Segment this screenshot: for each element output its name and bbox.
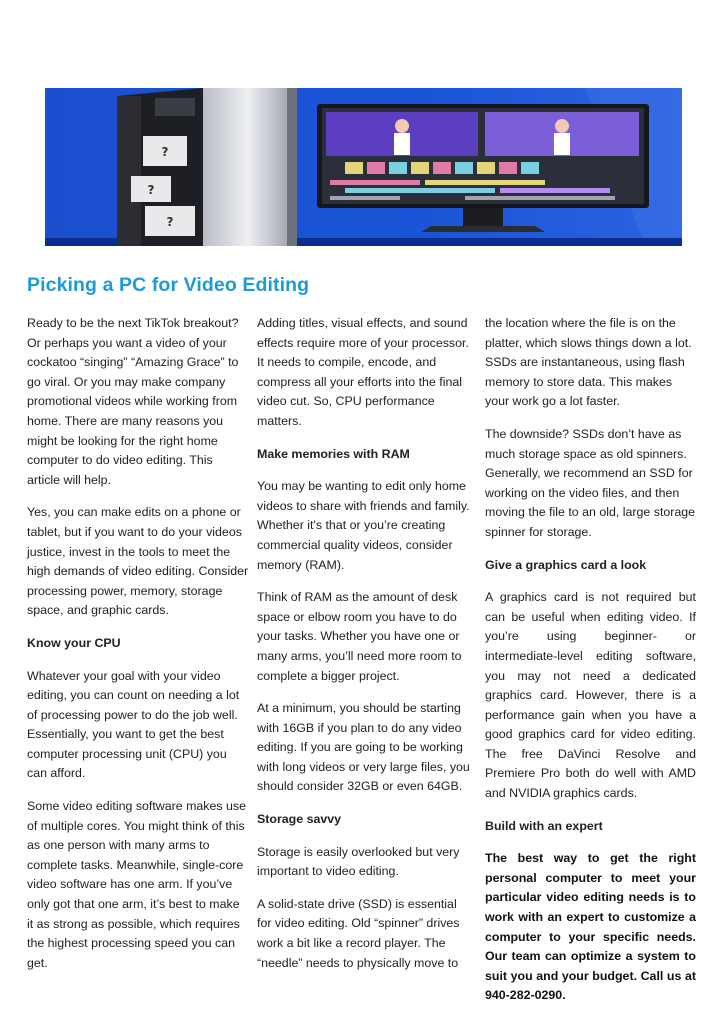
paragraph: Think of RAM as the amount of desk space or elbow room you have to do your tasks. Whether you have one or many arms, you’ll need more room to complete a bigger project. [257,590,462,683]
section-heading: Make memories with RAM [257,446,410,461]
paragraph: Yes, you can make edits on a phone or tablet, but if you want to do your videos justice, invest in the tools to meet the high demands of video editing. Consider processing power, memory, storage space, and graphic cards. [27,505,249,618]
call-to-action: The best way to get the right personal computer to meet your particular video editing needs is to work with an expert to customize a computer to your specific needs. Our team can optimize a system to suit you and your budget. Call us at 940-282-0290. [485,851,696,1003]
paragraph: Storage is easily overlooked but very important to video editing. [257,844,460,879]
svg-text:?: ? [166,215,174,229]
column-3 [485,314,696,1019]
paragraph: Adding titles, visual effects, and sound effects require more of your processor. It needs to compile, encode, and compress all your efforts into the final video cut. So, CPU performance matters. [257,316,469,428]
section-heading: Build with an expert [485,818,603,833]
paragraph: Ready to be the next TikTok breakout? Or perhaps you want a video of your cockatoo “singing” “Amazing Grace” to go viral. Or you may make company promotional videos while working from home. There are many reasons you might be looking for the right home computer to do video editing. This article will help. [27,316,239,487]
paragraph: At a minimum, you should be starting with 16GB if you plan to do any video editing. If you are going to be working with long videos or very large files, you should consider 32GB or even 64GB. [257,701,470,794]
paragraph: Some video editing software makes use of multiple cores. You might think of this as one person with many arms to complete tasks. Meanwhile, single-core video software has one arm. If you’ve only got that one arm, it’s best to make it as strong as possible, which requires the highest processing speed you can get. [27,799,247,970]
svg-text:?: ? [161,145,169,159]
pc-and-monitor-illustration [45,88,682,246]
paragraph: A graphics card is not required but can be useful when editing video. If you’re using beginner- or intermediate-level editing software, you may not need a dedicated graphics card. However, there is a performance gain when you have a good graphics card for video editing. The free DaVinci Resolve and Premiere Pro both do well with AMD and NVIDIA graphics cards. [485,590,696,801]
section-heading: Give a graphics card a look [485,557,647,572]
paragraph: You may be wanting to edit only home videos to share with friends and family. Whether it's that or you’re creating commercial quality videos, consider memory (RAM). [257,479,470,572]
paragraph: Whatever your goal with your video editing, you can count on needing a lot of processing power to do the job well. Essentially, you want to get the best computer processing unit (CPU) you can afford. [27,668,240,781]
hero-illustration [45,88,682,246]
paragraph: The downside? SSDs don’t have as much storage space as old spinners. Generally, we recommend an SSD for working on the video files, and then moving the file to an old, large storage spinner for storage. [485,426,696,539]
pc-case-icon [117,88,297,246]
column-2 [257,314,473,986]
column-1 [27,314,249,986]
page-title: Picking a PC for Video Editing [27,274,310,296]
section-heading: Know your CPU [27,635,121,650]
svg-text:?: ? [147,183,155,197]
paragraph: A solid-state drive (SSD) is essential for video editing. Old “spinner” drives work a bit like a record player. The “needle” needs to physically move to [257,896,460,970]
section-heading: Storage savvy [257,812,342,827]
paragraph: the location where the file is on the platter, which slows things down a lot. SSDs are instantaneous, using flash memory to store data. This makes your work go a lot faster. [485,316,692,409]
